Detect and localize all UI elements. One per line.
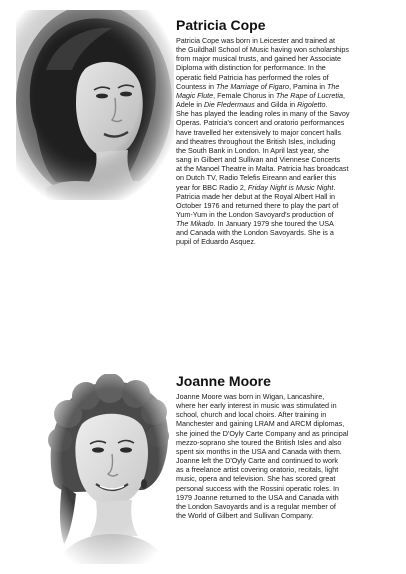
bio-line: Joanne Moore was born in Wigan, Lancashire, (176, 392, 325, 401)
bio-patricia-cope (176, 17, 398, 247)
bio-line: Diploma with distinction for performance. In the (176, 63, 326, 73)
bio-line: Manchester and gaining LRAM and ARCM diplomas, (176, 419, 345, 429)
bio-line: Operas. Patricia's concert and oratorio performances (176, 118, 345, 128)
bio-line: Joanne left the D'Oyly Carte and continued to work (176, 456, 338, 466)
bio-line: school, church and local choirs. After training in (176, 410, 327, 420)
bio-line: the London Savoyards and is a regular member of (176, 501, 336, 511)
italic-title: The Mikado (176, 219, 214, 229)
bio-line: the World of Gilbert and Sullivan Company. (176, 511, 314, 521)
bio-line: She has played the leading roles in many of the Savoy (176, 109, 350, 119)
bio-text (176, 392, 398, 520)
bio-line: 1979 Joanne returned to the USA and Canada with (176, 492, 339, 502)
portrait-joanne-moore (46, 374, 174, 564)
italic-title: The Rape of Lucretia (275, 90, 343, 100)
bio-line: sang in Gilbert and Sullivan and Viennese Concerts (176, 155, 341, 165)
bio-line: The Mikado. In January 1979 she toured the USA (176, 219, 334, 229)
italic-title: Magic Flute (176, 90, 214, 100)
bio-line: Patricia Cope was born in Leicester and trained at (176, 36, 336, 45)
italic-title: The Marriage of Figaro (215, 81, 290, 91)
bio-line: from major musical trusts, and gained her Associate (176, 54, 341, 64)
bio-line: pupil of Eduardo Asquez. (176, 237, 256, 247)
bio-line: year for BBC Radio 2, Friday Night is Music Night. (176, 182, 336, 192)
bio-line: music, opera and television. She has scored great (176, 474, 336, 484)
bio-line: Magic Flute, Female Chorus in The Rape of Lucretia, (176, 90, 345, 100)
bio-name: Joanne Moore (176, 373, 271, 389)
portrait-woman-curled-hair-icon (46, 374, 174, 564)
bio-line: Patricia made her debut at the Royal Albert Hall in (176, 191, 336, 201)
bio-line: the South Bank in London. In April last year, she (176, 145, 330, 155)
bio-line: October 1976 and returned there to play the part of (176, 200, 339, 210)
bio-joanne-moore (176, 373, 398, 520)
bio-name: Patricia Cope (176, 17, 266, 33)
portrait-woman-dark-hair-icon (16, 10, 174, 200)
bio-line: Countess in The Marriage of Figaro, Pamina in The (176, 81, 340, 91)
bio-line: where her early interest in music was stimulated in (176, 401, 337, 411)
bio-line: Yum-Yum in the London Savoyard's production of (176, 209, 334, 219)
bio-line: and theatres throughout the British Isles, including (176, 136, 336, 146)
bio-text (176, 36, 398, 247)
italic-title: The (327, 81, 340, 91)
bio-line: personal success with the Rossini operatic roles. In (176, 483, 339, 493)
italic-title: Friday Night is Music Night (247, 182, 334, 192)
bio-line: and Canada with the London Savoyards. She is a (176, 228, 334, 238)
bio-line: mezzo-soprano she toured the British Isles and also (176, 437, 342, 447)
bio-line: have travelled her extensively to major concert halls (176, 127, 341, 137)
bio-line: on Dutch TV, Radio Telefis Eireann and earlier this (176, 173, 337, 183)
bio-line: Adele in Die Fledermaus and Gilda in Rigoletto. (176, 100, 328, 110)
bio-line: the Guildhall School of Music having won scholarships (176, 45, 349, 55)
bio-line: as a freelance artist covering oratorio, recitals, light (176, 465, 339, 475)
portrait-patricia-cope (16, 10, 174, 200)
bio-line: spent six months in the USA and Canada with them. (176, 446, 342, 456)
bio-line: at the Manoel Theatre in Malta. Patricia has broadcast (176, 164, 349, 174)
bio-line: she joined the D'Oyly Carte Company and as principal (176, 428, 349, 438)
bio-line: operatic field Patricia has performed the roles of (176, 72, 329, 82)
italic-title: Rigoletto (297, 100, 326, 110)
italic-title: Die Fledermaus (203, 100, 255, 110)
